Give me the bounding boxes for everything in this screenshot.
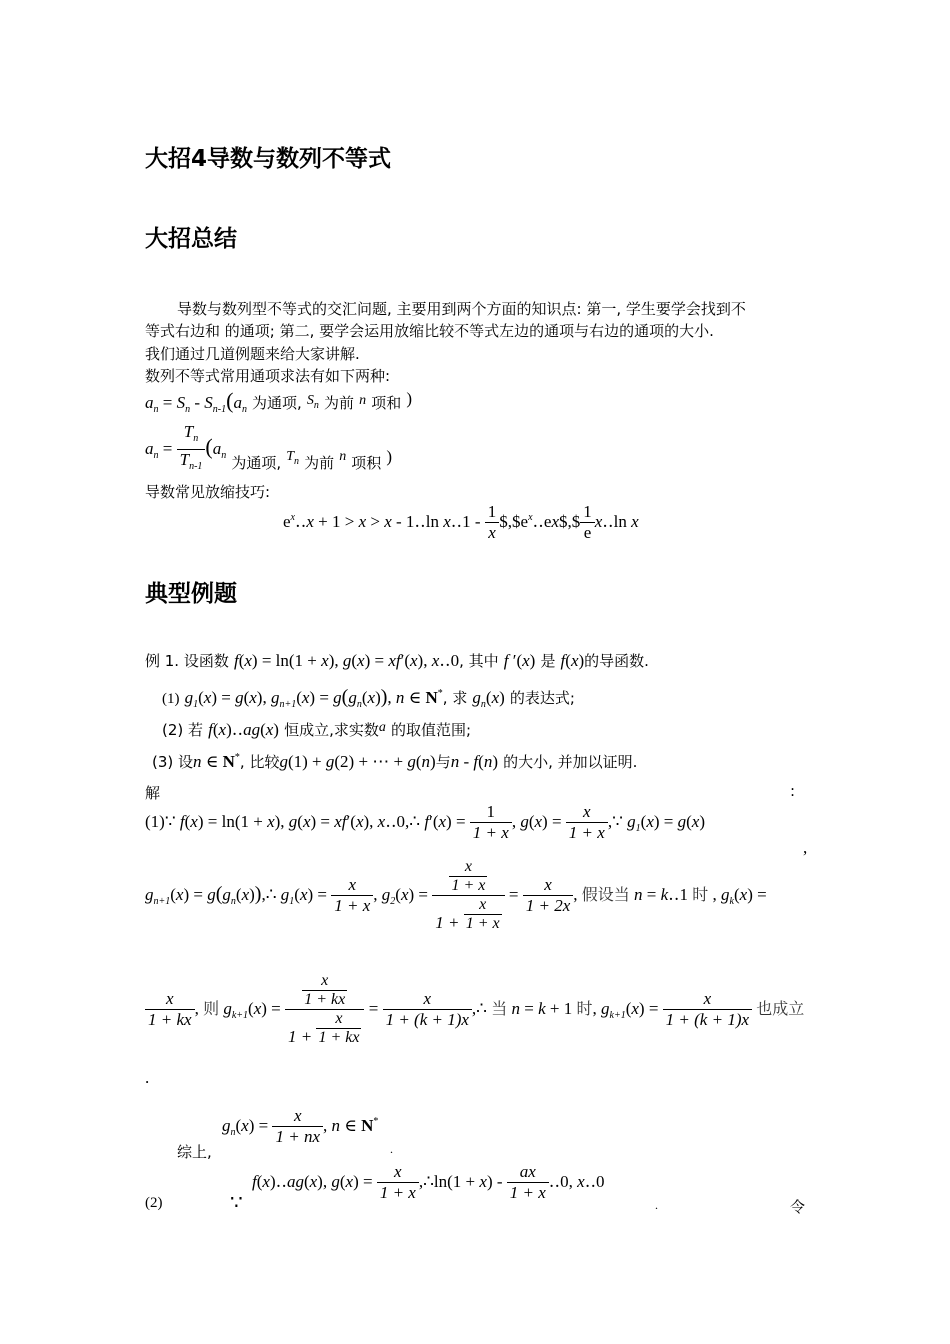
part-2-period: . bbox=[655, 1198, 658, 1212]
page-title: 大招4导数与数列不等式 bbox=[145, 146, 392, 172]
scaling-title: 导数常见放缩技巧: bbox=[145, 483, 271, 501]
summary-period: . bbox=[390, 1142, 393, 1156]
question-3: (3) 设n ∈ N*, 比较g(1) + g(2) + ⋯ + g(n)与n - f(n) 的大小, 并加以证明. bbox=[152, 752, 638, 771]
example-1-statement: 例 1. 设函数 f(x) = ln(1 + x), g(x) = xf′(x), x‥0, 其中 f ′(x) 是 f(x)的导函数. bbox=[145, 651, 649, 670]
ling-label: 令 bbox=[790, 1198, 806, 1216]
period-mark: . bbox=[145, 1068, 150, 1087]
intro-line-1: 导数与数列型不等式的交汇问题, 主要用到两个方面的知识点: 第一, 学生要学会找到不 bbox=[177, 300, 746, 318]
solution-line-2: $g_{n+1}(x)$ = $g(g_n(x)),\therefore$ $g_1(x)$ = $\frac{x}{1 + x}$ , $g_2(x)$ = $\frac{x}{1 + x}$ 1 + $\frac{x}{1 + x}$ = $\frac{x}{1 + 2x}$ , 假设当 n = k‥1 时 , $g_k(x)$ = bbox=[145, 858, 767, 932]
summary-formula: $g_n(x)$ = $\frac{x}{1 + nx}$ , n ∈ N* bbox=[222, 1106, 379, 1146]
solution-colon: : bbox=[790, 782, 796, 800]
scaling-formula: $e^x‥x + 1 > x > x$ - 1‥ln x‥1 - $\frac{1}{x}$ $\$,\$e^x‥ex\$,\$$ $\frac{1}{e}$ x‥ln x bbox=[283, 502, 639, 542]
because-symbol: ∵ bbox=[230, 1192, 243, 1214]
comma-mark: , bbox=[803, 838, 808, 857]
section-heading-examples: 典型例题 bbox=[145, 581, 237, 607]
formula-sum: $a_n = S_n - S_{n-1}(a_n$ 为通项, Sn 为前 n 项和 ) bbox=[145, 388, 412, 415]
solution-line-1: (1)∵ f(x) = ln(1 + x), g(x) = xf′(x), x‥0,∴ f′(x) = $\frac{1}{1 + x}$ , g(x) = $\frac{x}{1 + x}$ ,∵ $g_1(x) = g(x)$ bbox=[145, 802, 705, 842]
solution-label: 解 bbox=[145, 784, 161, 802]
part-2-label: (2) bbox=[145, 1195, 163, 1211]
question-1: (1) $g_1(x) = g(x)$, $g_{n+1}(x) = g(g_n(x))$, n ∈ N*, 求 $g_n(x)$ 的表达式; bbox=[162, 686, 575, 710]
part-2-formula: f(x)‥ag(x), g(x) = $\frac{x}{1 + x}$ ,∴ln(1 + x) - $\frac{ax}{1 + x}$ ‥0, x‥0 bbox=[252, 1162, 605, 1202]
question-2: (2) 若 f(x)‥ag(x) 恒成立,求实数a 的取值范围; bbox=[162, 720, 471, 739]
intro-line-3: 我们通过几道例题来给大家讲解. bbox=[145, 345, 360, 363]
summary-label: 综上, bbox=[177, 1143, 212, 1161]
formula-product: $a_n$ = $\frac{T_n}{T_{n-1}}$ ($a_n$ 为通项, $T_n$ 为前 n 项积 ) bbox=[145, 422, 392, 477]
intro-line-2: 等式右边和 的通项; 第二, 要学会运用放缩比较不等式左边的通项与右边的通项的大小. bbox=[145, 322, 714, 340]
solution-line-3: $\frac{x}{1 + kx}$ , 则 $g_{k+1}(x)$ = $\frac{x}{1 + kx}$ 1 + $\frac{x}{1 + kx}$ = $\frac{x}{1 + (k + 1)x}$ ,∴ 当 n = k + 1 时, $g_{k+1}(x)$ = $\frac{x}{1 + (k + 1)x}$ 也成立 bbox=[145, 972, 804, 1047]
intro-line-4: 数列不等式常用通项求法有如下两种: bbox=[145, 367, 391, 385]
section-heading-summary: 大招总结 bbox=[145, 226, 237, 252]
